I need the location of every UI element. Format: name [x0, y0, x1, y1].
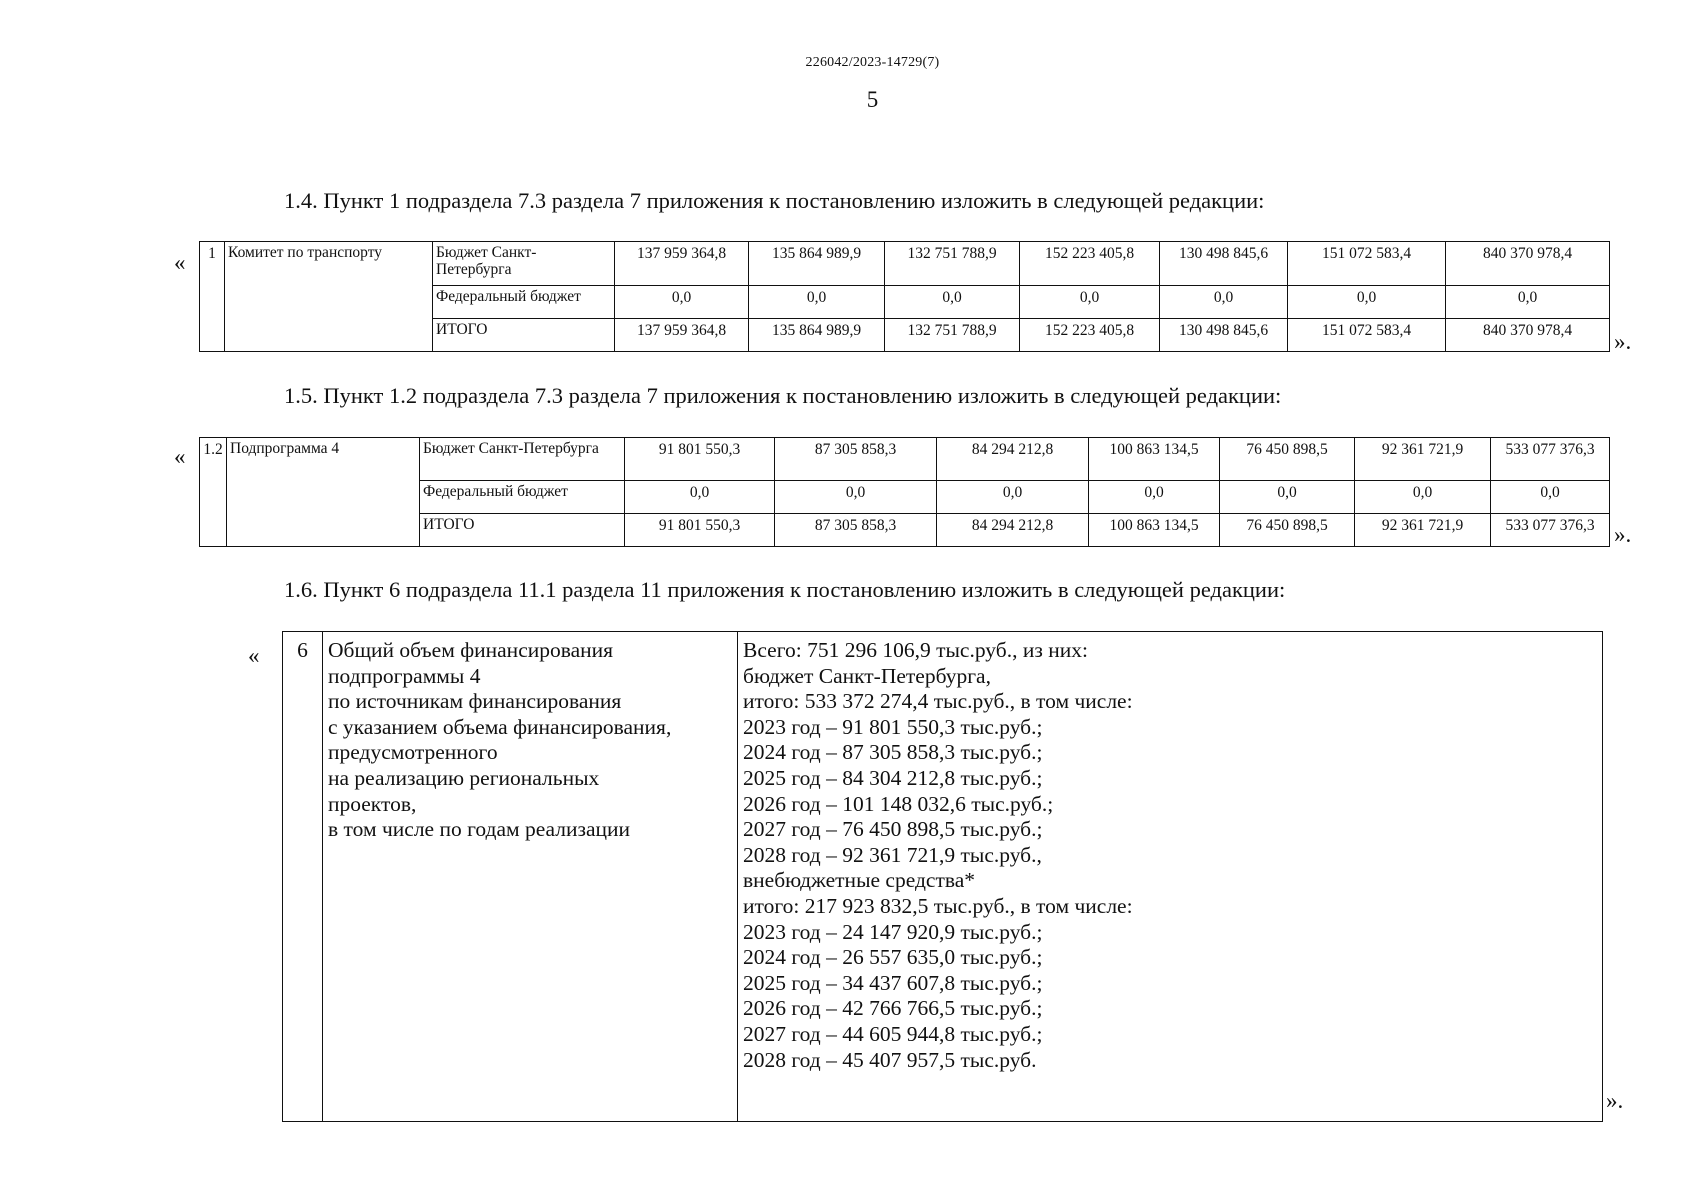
financing-line: 2026 год – 42 766 766,5 тыс.руб.; [743, 996, 1043, 1021]
open-quote-1-4: « [174, 250, 186, 275]
value-cell: 91 801 550,3 [625, 438, 775, 481]
description-line: предусмотренного [328, 740, 498, 765]
value-cell: 0,0 [937, 481, 1089, 514]
source-label: Бюджет Санкт-Петербурга [433, 242, 615, 286]
close-quote-1-4: ». [1614, 329, 1632, 354]
financing-line: бюджет Санкт-Петербурга, [743, 663, 991, 688]
close-quote-1-6: ». [1606, 1088, 1624, 1113]
description-line: по источникам финансирования [328, 689, 622, 714]
open-quote-1-5: « [174, 444, 186, 469]
value-cell: 84 294 212,8 [937, 438, 1089, 481]
source-label: Федеральный бюджет [433, 286, 615, 319]
description-cell [323, 632, 738, 1122]
value-cell: 840 370 978,4 [1446, 242, 1610, 286]
value-cell: 132 751 788,9 [885, 242, 1020, 286]
row-number: 1 [200, 242, 225, 352]
financing-line: внебюджетные средства* [743, 868, 976, 893]
value-cell: 0,0 [1355, 481, 1491, 514]
financing-line: 2028 год – 45 407 957,5 тыс.руб. [743, 1047, 1037, 1072]
source-label: ИТОГО [420, 514, 625, 547]
page-number: 5 [866, 87, 879, 112]
table-1-4 [199, 241, 1610, 352]
value-cell: 92 361 721,9 [1355, 438, 1491, 481]
value-cell: 135 864 989,9 [749, 319, 885, 352]
value-cell: 100 863 134,5 [1089, 514, 1220, 547]
value-cell: 137 959 364,8 [615, 319, 749, 352]
financing-line: Всего: 751 296 106,9 тыс.руб., из них: [743, 638, 1088, 662]
description-line: Общий объем финансирования [328, 638, 614, 662]
table-1-6 [282, 631, 1603, 1122]
value-cell: 130 498 845,6 [1160, 242, 1288, 286]
value-cell: 130 498 845,6 [1160, 319, 1288, 352]
value-cell: 87 305 858,3 [775, 514, 937, 547]
value-cell: 0,0 [749, 286, 885, 319]
description-line: проектов, [328, 791, 417, 816]
value-cell: 84 294 212,8 [937, 514, 1089, 547]
value-cell: 0,0 [1220, 481, 1355, 514]
row-number: 1.2 [200, 438, 227, 547]
value-cell: 132 751 788,9 [885, 319, 1020, 352]
value-cell: 137 959 364,8 [615, 242, 749, 286]
value-cell: 0,0 [1020, 286, 1160, 319]
value-cell: 152 223 405,8 [1020, 319, 1160, 352]
financing-line: 2027 год – 76 450 898,5 тыс.руб.; [743, 817, 1043, 842]
financing-line: 2025 год – 34 437 607,8 тыс.руб.; [743, 970, 1043, 995]
value-cell: 0,0 [1160, 286, 1288, 319]
value-cell: 152 223 405,8 [1020, 242, 1160, 286]
description-line: с указанием объема финансирования, [328, 714, 672, 739]
value-cell: 0,0 [1089, 481, 1220, 514]
value-cell: 92 361 721,9 [1355, 514, 1491, 547]
source-label: ИТОГО [433, 319, 615, 352]
organization-name: Комитет по транспорту [225, 242, 433, 352]
source-label: Федеральный бюджет [420, 481, 625, 514]
value-cell: 76 450 898,5 [1220, 514, 1355, 547]
row-number: 6 [283, 632, 323, 1122]
subprogram-name: Подпрограмма 4 [227, 438, 420, 547]
table-row [200, 438, 1610, 481]
table-row [200, 242, 1610, 286]
value-cell: 87 305 858,3 [775, 438, 937, 481]
value-cell: 151 072 583,4 [1288, 242, 1446, 286]
value-cell: 0,0 [885, 286, 1020, 319]
financing-line: 2024 год – 26 557 635,0 тыс.руб.; [743, 945, 1043, 970]
financing-line: 2027 год – 44 605 944,8 тыс.руб.; [743, 1021, 1043, 1046]
financing-line: 2026 год – 101 148 032,6 тыс.руб.; [743, 791, 1054, 816]
value-cell: 0,0 [775, 481, 937, 514]
value-cell: 91 801 550,3 [625, 514, 775, 547]
document-id: 226042/2023-14729(7) [805, 55, 940, 70]
close-quote-1-5: ». [1614, 522, 1632, 547]
instruction-1-4: 1.4. Пункт 1 подраздела 7.3 раздела 7 приложения к постановлению изложить в следующей редакции: [284, 188, 1265, 213]
instruction-1-6: 1.6. Пункт 6 подраздела 11.1 раздела 11 приложения к постановлению изложить в следующей редакции: [284, 577, 1286, 602]
source-label: Бюджет Санкт-Петербурга [420, 438, 625, 481]
value-cell: 100 863 134,5 [1089, 438, 1220, 481]
description-line: в том числе по годам реализации [328, 817, 631, 842]
value-cell: 533 077 376,3 [1491, 514, 1610, 547]
value-cell: 533 077 376,3 [1491, 438, 1610, 481]
financing-line: 2023 год – 91 801 550,3 тыс.руб.; [743, 714, 1043, 739]
value-cell: 840 370 978,4 [1446, 319, 1610, 352]
financing-line: 2023 год – 24 147 920,9 тыс.руб.; [743, 919, 1043, 944]
value-cell: 0,0 [625, 481, 775, 514]
table-row [283, 632, 1603, 1122]
value-cell: 0,0 [615, 286, 749, 319]
financing-line: 2028 год – 92 361 721,9 тыс.руб., [743, 842, 1042, 867]
financing-line: 2025 год – 84 304 212,8 тыс.руб.; [743, 765, 1043, 790]
financing-line: итого: 533 372 274,4 тыс.руб., в том числе: [743, 689, 1133, 714]
financing-cell [738, 632, 1603, 1122]
value-cell: 0,0 [1491, 481, 1610, 514]
description-line: подпрограммы 4 [328, 663, 481, 688]
value-cell: 0,0 [1446, 286, 1610, 319]
table-1-5 [199, 437, 1610, 547]
financing-line: итого: 217 923 832,5 тыс.руб., в том числе: [743, 893, 1133, 918]
value-cell: 151 072 583,4 [1288, 319, 1446, 352]
value-cell: 135 864 989,9 [749, 242, 885, 286]
instruction-1-5: 1.5. Пункт 1.2 подраздела 7.3 раздела 7 приложения к постановлению изложить в следующей редакции: [284, 383, 1282, 408]
value-cell: 0,0 [1288, 286, 1446, 319]
open-quote-1-6: « [248, 643, 260, 668]
value-cell: 76 450 898,5 [1220, 438, 1355, 481]
description-line: на реализацию региональных [328, 765, 600, 790]
financing-line: 2024 год – 87 305 858,3 тыс.руб.; [743, 740, 1043, 765]
